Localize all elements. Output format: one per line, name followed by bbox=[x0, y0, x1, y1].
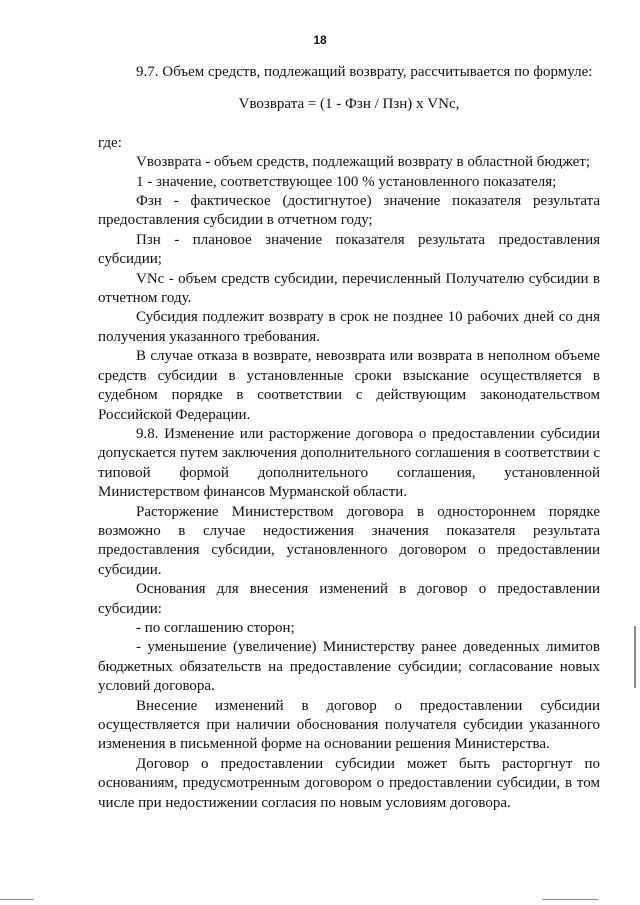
clause-9-7: 9.7. Объем средств, подлежащий возврату, рассчитывается по формуле: bbox=[136, 64, 593, 80]
refund-term-paragraph: Субсидия подлежит возврату в срок не позднее 10 рабочих дней со дня получения указанного требования. bbox=[98, 309, 600, 345]
page-number: 18 bbox=[313, 33, 327, 47]
amendment-procedure-paragraph: Внесение изменений в договор о предоставлении субсидии осуществляется при наличии обоснования получателя субсидии указанного изменения в письменной форме на основании решения Министерства. bbox=[98, 697, 600, 753]
amendment-grounds-paragraph: Основания для внесения изменений в договор о предоставлении субсидии: bbox=[98, 581, 600, 617]
document-body bbox=[98, 63, 600, 813]
contract-dissolution-paragraph: Договор о предоставлении субсидии может быть расторгнут по основаниям, предусмотренным договором о предоставлении субсидии, в том числе при недостижении согласия по новым условиям договора. bbox=[98, 755, 600, 811]
clause-9-8: 9.8. Изменение или расторжение договора о предоставлении субсидии допускается путем заключения дополнительного соглашения в соответствии с типовой формой дополнительного соглашения, установленной Министерством финансов Мурманской области. bbox=[98, 425, 600, 501]
where-label: где: bbox=[98, 134, 122, 151]
definition-one: 1 - значение, соответствующее 100 % установленного показателя; bbox=[136, 173, 557, 190]
definition-vnc: VNc - объем средств субсидии, перечисленный Получателю субсидии в отчетном году. bbox=[98, 270, 600, 307]
definition-pzn: Пзн - плановое значение показателя результата предоставления субсидии; bbox=[98, 231, 600, 268]
definition-v-refund: Vвозврата - объем средств, подлежащий возврату в областной бюджет; bbox=[136, 154, 591, 171]
definition-fzn: Фзн - фактическое (достигнутое) значение показателя результата предоставления субсидии в отчетном году; bbox=[98, 193, 600, 229]
scan-edge-mark bbox=[542, 899, 598, 900]
ground-agreement-item: - по соглашению сторон; bbox=[136, 619, 295, 636]
unilateral-termination-paragraph: Расторжение Министерством договора в одностороннем порядке возможно в случае недостижения значения показателя результата предоставления субсидии, установленного договором о предоставлении субсидии. bbox=[98, 503, 600, 578]
scan-edge-mark bbox=[634, 626, 636, 688]
scan-edge-mark bbox=[0, 899, 34, 900]
refund-formula: Vвозврата = (1 - Фзн / Пзн) х VNc, bbox=[238, 96, 460, 113]
ground-limits-item: - уменьшение (увеличение) Министерству ранее доведенных лимитов бюджетных обязательств на предоставление субсидии; согласование новых условий договора. bbox=[98, 639, 600, 695]
refusal-paragraph: В случае отказа в возврате, невозврата или возврата в неполном объеме средств субсидии в установленные сроки взыскание осуществляется в судебном порядке в соответствии с действующим законодательством Российской Федерации. bbox=[98, 348, 600, 423]
